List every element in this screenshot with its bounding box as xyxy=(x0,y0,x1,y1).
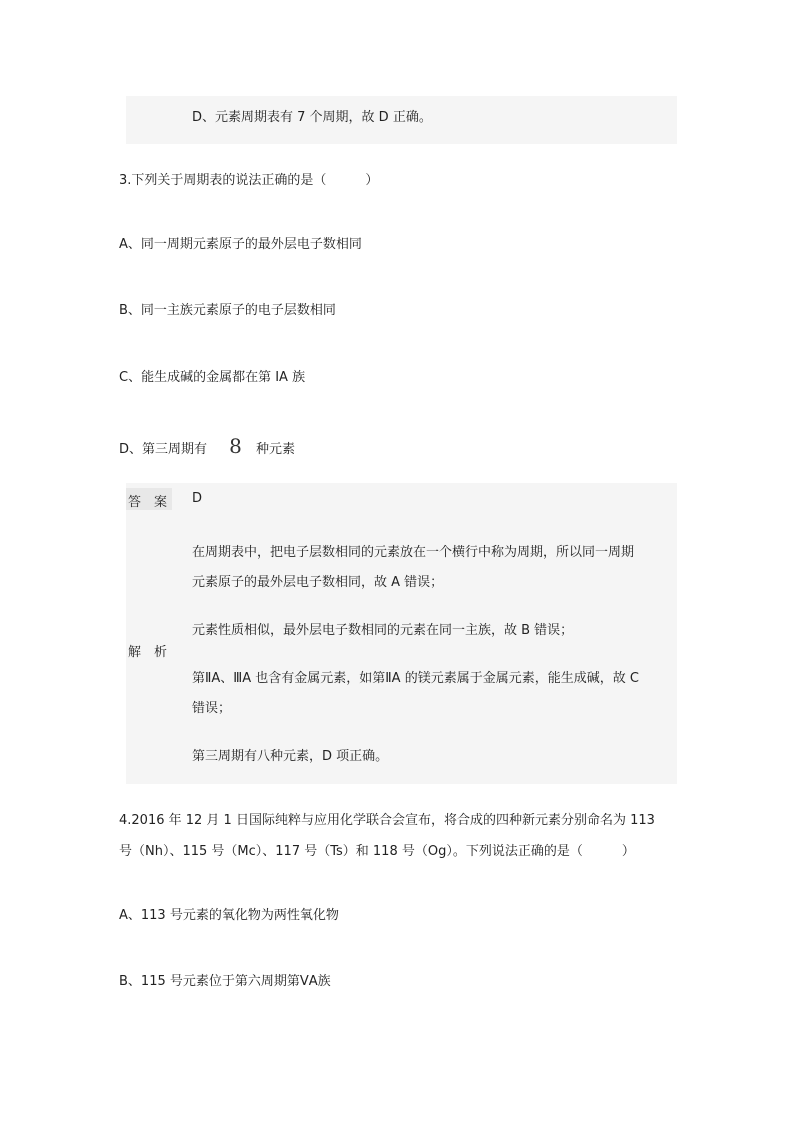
option-d-number: 8 xyxy=(229,434,242,458)
question-3-option-a: A、同一周期元素原子的最外层电子数相同 xyxy=(119,237,362,252)
question-4-stem-line-1: 4.2016 年 12 月 1 日国际纯粹与应用化学联合会宣布，将合成的四种新元素分别命名为 113 xyxy=(119,813,655,828)
question-4-stem-line-2: 号（Nh）、115 号（Mc）、117 号（Ts）和 118 号（Og）。下列说法正确的是（ ） xyxy=(119,844,635,859)
question-3-option-d xyxy=(119,434,295,458)
answer-value: D xyxy=(192,491,203,506)
analysis-paragraph-4: 第三周期有八种元素，D 项正确。 xyxy=(192,749,389,764)
option-d-prefix: D、第三周期有 xyxy=(119,442,208,457)
analysis-paragraph-1-line-2: 元素原子的最外层电子数相同，故 A 错误； xyxy=(192,575,444,590)
question-4-option-a: A、113 号元素的氧化物为两性氧化物 xyxy=(119,908,339,923)
previous-answer-option-d: D、元素周期表有 7 个周期，故 D 正确。 xyxy=(192,110,432,125)
analysis-label: 解 析 xyxy=(128,645,168,660)
question-4-option-b: B、115 号元素位于第六周期第ⅤA族 xyxy=(119,974,331,989)
question-3-option-b: B、同一主族元素原子的电子层数相同 xyxy=(119,303,336,318)
analysis-paragraph-3-line-2: 错误； xyxy=(192,701,232,716)
analysis-paragraph-2: 元素性质相似，最外层电子数相同的元素在同一主族，故 B 错误； xyxy=(192,623,574,638)
analysis-paragraph-1-line-1: 在周期表中，把电子层数相同的元素放在一个横行中称为周期，所以同一周期 xyxy=(192,545,635,560)
question-3-stem: 3.下列关于周期表的说法正确的是（ ） xyxy=(119,173,379,188)
analysis-paragraph-3-line-1: 第ⅡA、ⅢA 也含有金属元素，如第ⅡA 的镁元素属于金属元素，能生成碱，故 C xyxy=(192,671,639,686)
question-3-option-c: C、能生成碱的金属都在第 IA 族 xyxy=(119,370,306,385)
answer-label: 答 案 xyxy=(128,495,168,510)
option-d-suffix: 种元素 xyxy=(256,442,296,457)
